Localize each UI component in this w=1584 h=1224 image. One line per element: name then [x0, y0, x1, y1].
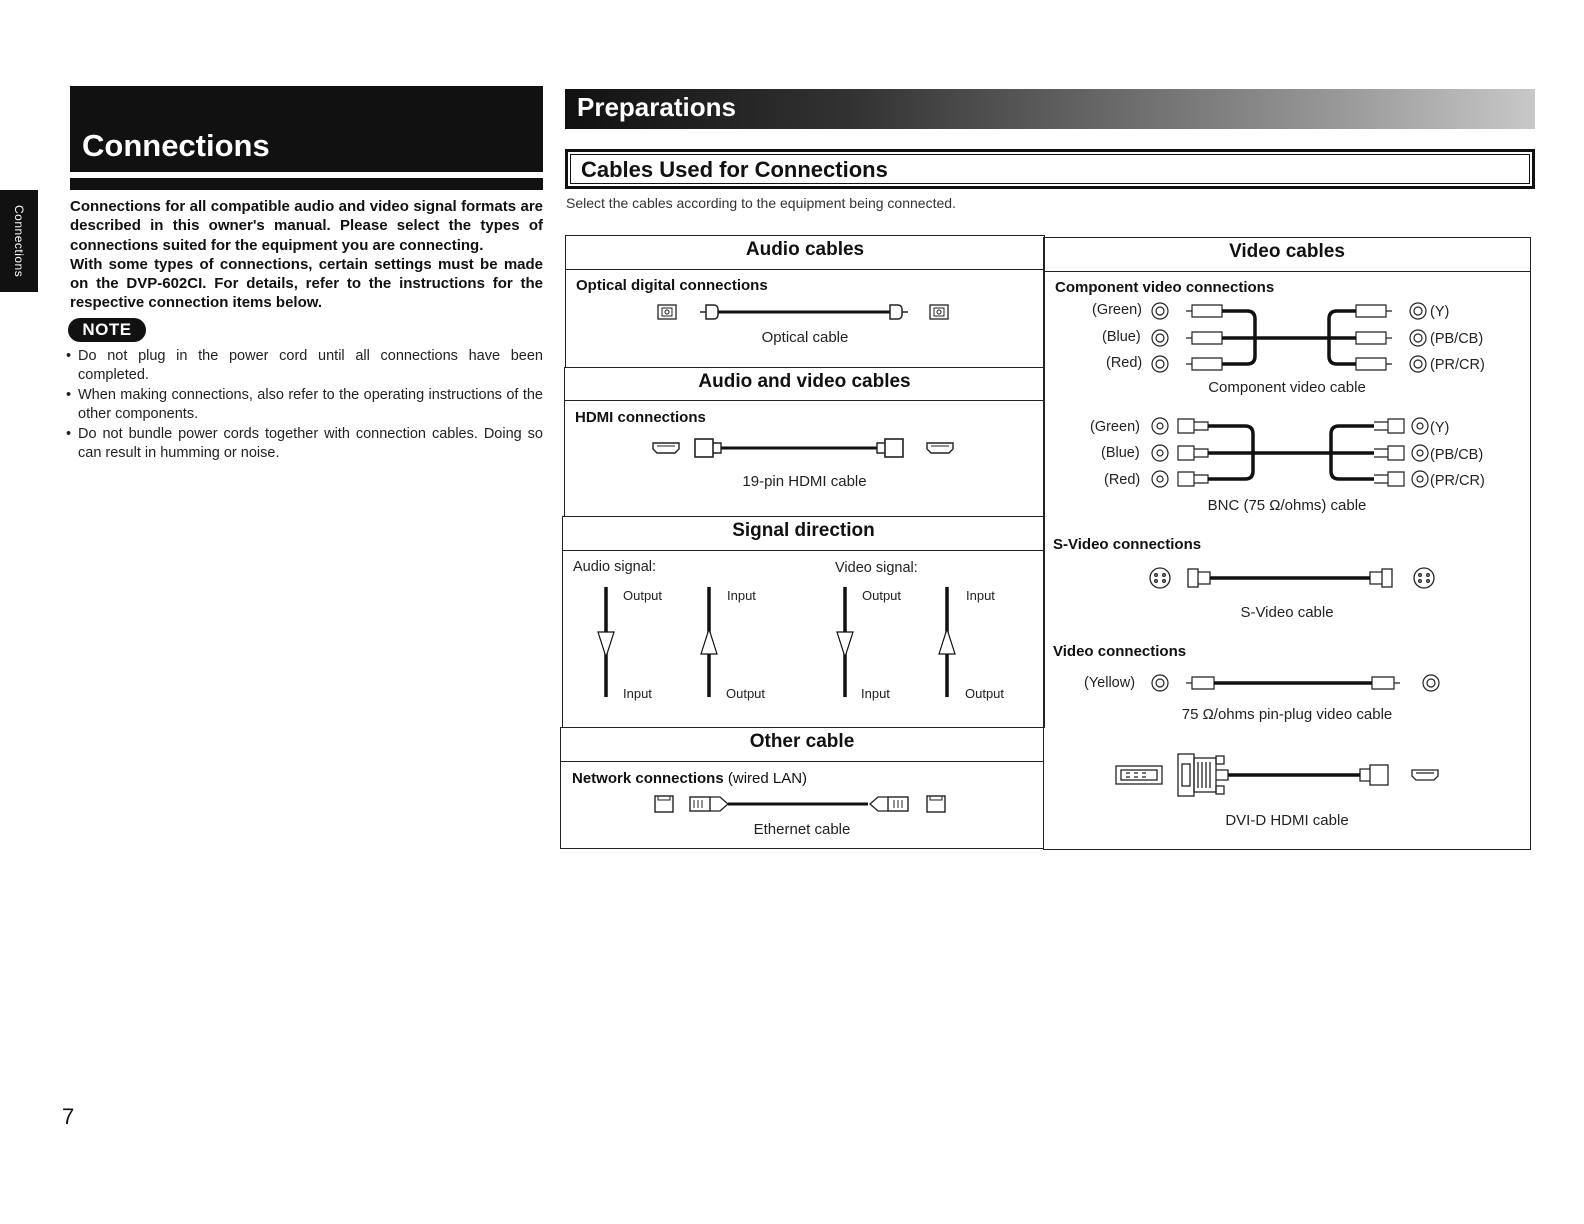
note-item: • When making connections, also refer to the operating instructions of the other components.: [66, 386, 543, 423]
intro-paragraph-2: With some types of connections, certain settings must be made on the DVP-602CI. For details, refer to the instructions for the respective connection items below.: [70, 255, 543, 312]
note-item: • Do not plug in the power cord until all connections have been completed.: [66, 347, 543, 384]
optical-caption: Optical cable: [761, 329, 849, 346]
svideo-label: S-Video connections: [1053, 536, 1202, 553]
bnc-green-label: (Green): [1090, 419, 1140, 435]
network-label-sub: (wired LAN): [723, 770, 808, 787]
bnc-out-y: (Y): [1430, 420, 1450, 436]
video-input-label: Input: [861, 686, 890, 701]
side-tab-label: Connections: [12, 204, 26, 278]
yellow-label: (Yellow): [1084, 675, 1136, 691]
title-rule: [70, 178, 543, 190]
svideo-cable-icon: [1148, 566, 1448, 592]
video-cables-title: Video cables: [1044, 238, 1530, 272]
component-cable-icon: [1150, 300, 1450, 380]
cables-intro: Select the cables according to the equipment being connected.: [566, 195, 956, 211]
component-caption: Component video cable: [1208, 379, 1366, 396]
component-out-y: (Y): [1430, 304, 1450, 320]
audio-output-arrow-icon: [596, 587, 616, 699]
ethernet-cable-icon: [654, 794, 954, 818]
page-number: 7: [62, 1104, 75, 1129]
audio-input-label: Input: [623, 686, 652, 701]
notes-list: [66, 347, 543, 464]
dvi-caption: DVI-D HDMI cable: [1225, 812, 1349, 829]
preparations-banner: Preparations: [565, 89, 1535, 129]
av-cables-panel: [564, 367, 1045, 517]
video-input-arrow-icon: [937, 587, 957, 699]
note-item: • Do not bundle power cords together with connection cables. Doing so can result in humming or noise.: [66, 425, 543, 462]
intro-text: [70, 197, 543, 313]
component-green-label: (Green): [1092, 302, 1142, 318]
bnc-caption: BNC (75 Ω/ohms) cable: [1207, 497, 1367, 514]
audio-input-arrow-icon: [699, 587, 719, 699]
audio-input-top-label: Input: [727, 588, 756, 603]
component-out-pr: (PR/CR): [1430, 357, 1485, 373]
bnc-red-label: (Red): [1104, 472, 1141, 488]
video-cables-panel: [1043, 237, 1531, 850]
other-cable-title: Other cable: [561, 728, 1043, 762]
hdmi-caption: 19-pin HDMI cable: [742, 473, 867, 490]
component-blue-label: (Blue): [1102, 329, 1141, 345]
audio-output-bottom-label: Output: [726, 686, 766, 701]
bnc-out-pr: (PR/CR): [1430, 473, 1485, 489]
optical-cable-icon: [658, 302, 958, 326]
audio-cables-panel: [565, 235, 1045, 368]
network-label-text: Network connections: [572, 770, 724, 787]
intro-paragraph-1: Connections for all compatible audio and video signal formats are described in this owner's manual. Please select the types of connections suited for the equipment you are connecting.: [70, 198, 543, 254]
bnc-out-pb: (PB/CB): [1430, 447, 1484, 463]
component-out-pb: (PB/CB): [1430, 331, 1484, 347]
cables-heading: Cables Used for Connections: [565, 149, 1535, 189]
signal-panel: [562, 516, 1045, 728]
audio-signal-label: Audio signal:: [573, 559, 657, 575]
bnc-cable-icon: [1150, 416, 1450, 496]
svideo-caption: S-Video cable: [1240, 604, 1334, 621]
signal-title: Signal direction: [563, 517, 1044, 551]
pinplug-caption: 75 Ω/ohms pin-plug video cable: [1181, 706, 1393, 723]
video-output-bottom-label: Output: [965, 686, 1005, 701]
dvi-hdmi-cable-icon: [1116, 750, 1446, 802]
network-label: [572, 770, 807, 787]
audio-cables-title: Audio cables: [566, 236, 1044, 270]
component-label: Component video connections: [1055, 279, 1275, 296]
hdmi-cable-icon: [653, 438, 963, 462]
video-signal-label: Video signal:: [835, 560, 918, 576]
optical-label: Optical digital connections: [576, 277, 768, 294]
audio-output-label: Output: [623, 588, 663, 603]
video-output-arrow-icon: [835, 587, 855, 699]
connections-title: Connections: [70, 86, 543, 172]
video-output-label: Output: [862, 588, 902, 603]
component-red-label: (Red): [1106, 355, 1143, 371]
av-cables-title: Audio and video cables: [565, 368, 1044, 401]
hdmi-label: HDMI connections: [575, 409, 706, 426]
side-tab: [0, 190, 38, 292]
video-connections-label: Video connections: [1053, 643, 1187, 660]
ethernet-caption: Ethernet cable: [753, 821, 851, 838]
bnc-blue-label: (Blue): [1101, 445, 1140, 461]
note-badge: NOTE: [68, 318, 146, 342]
video-input-top-label: Input: [966, 588, 995, 603]
pinplug-cable-icon: [1150, 672, 1450, 696]
other-cable-panel: [560, 727, 1044, 849]
